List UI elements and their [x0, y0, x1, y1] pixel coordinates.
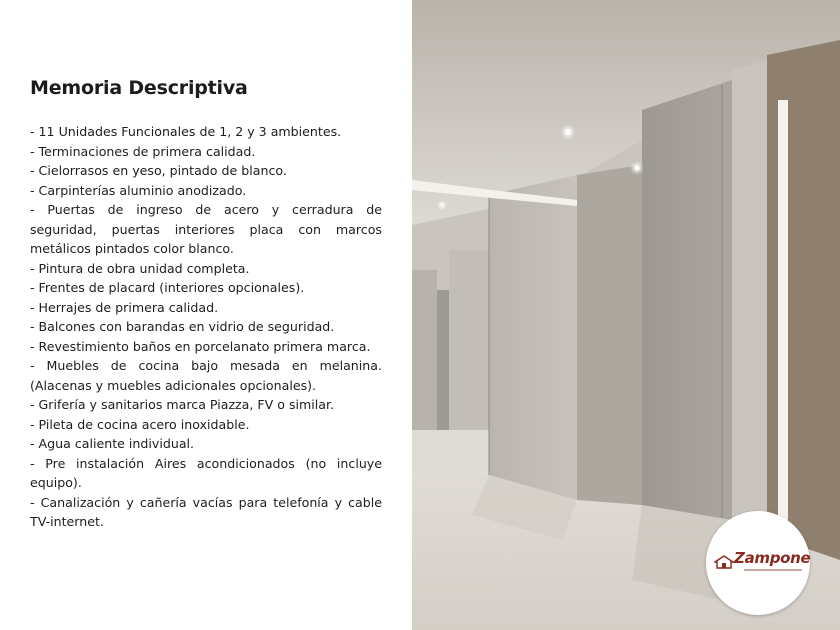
list-item: - Cielorrasos en yeso, pintado de blanco. — [30, 163, 287, 178]
list-item: - 11 Unidades Funcionales de 1, 2 y 3 ambientes. — [30, 124, 342, 139]
list-item: - Frentes de placard (interiores opcionales). — [30, 280, 305, 295]
page-title: Memoria Descriptiva — [30, 77, 248, 99]
list-item: - Herrajes de primera calidad. — [30, 299, 219, 315]
list-item: - Pintura de obra unidad completa. — [30, 260, 250, 276]
house-icon — [714, 555, 734, 569]
list-item: - Pre instalación Aires acondicionados (no incluye equipo). — [30, 455, 382, 490]
list-item: - Grifería y sanitarios marca Piazza, FV o similar. — [30, 397, 335, 412]
list-item: - Terminaciones de primera calidad. — [30, 143, 256, 159]
description-panel — [0, 0, 412, 630]
logo-text: Zampone — [734, 549, 811, 567]
logo-tagline-line — [744, 569, 802, 571]
list-item: - Carpinterías aluminio anodizado. — [30, 182, 247, 198]
list-item: - Balcones con barandas en vidrio de seguridad. — [30, 319, 335, 334]
feature-list — [30, 122, 382, 532]
list-item: - Muebles de cocina bajo mesada en melanina. (Alacenas y muebles adicionales opcionales). — [30, 358, 382, 393]
list-item: - Canalización y cañería vacías para telefonía y cable TV-internet. — [30, 494, 382, 529]
list-item: - Pileta de cocina acero inoxidable. — [30, 416, 250, 432]
list-item: - Revestimiento baños en porcelanato primera marca. — [30, 338, 371, 354]
list-item: - Agua caliente individual. — [30, 436, 195, 451]
list-item: - Puertas de ingreso de acero y cerradura de seguridad, puertas interiores placa con marcos metálicos pintados color blanco. — [30, 202, 382, 256]
zampone-logo — [706, 511, 810, 615]
